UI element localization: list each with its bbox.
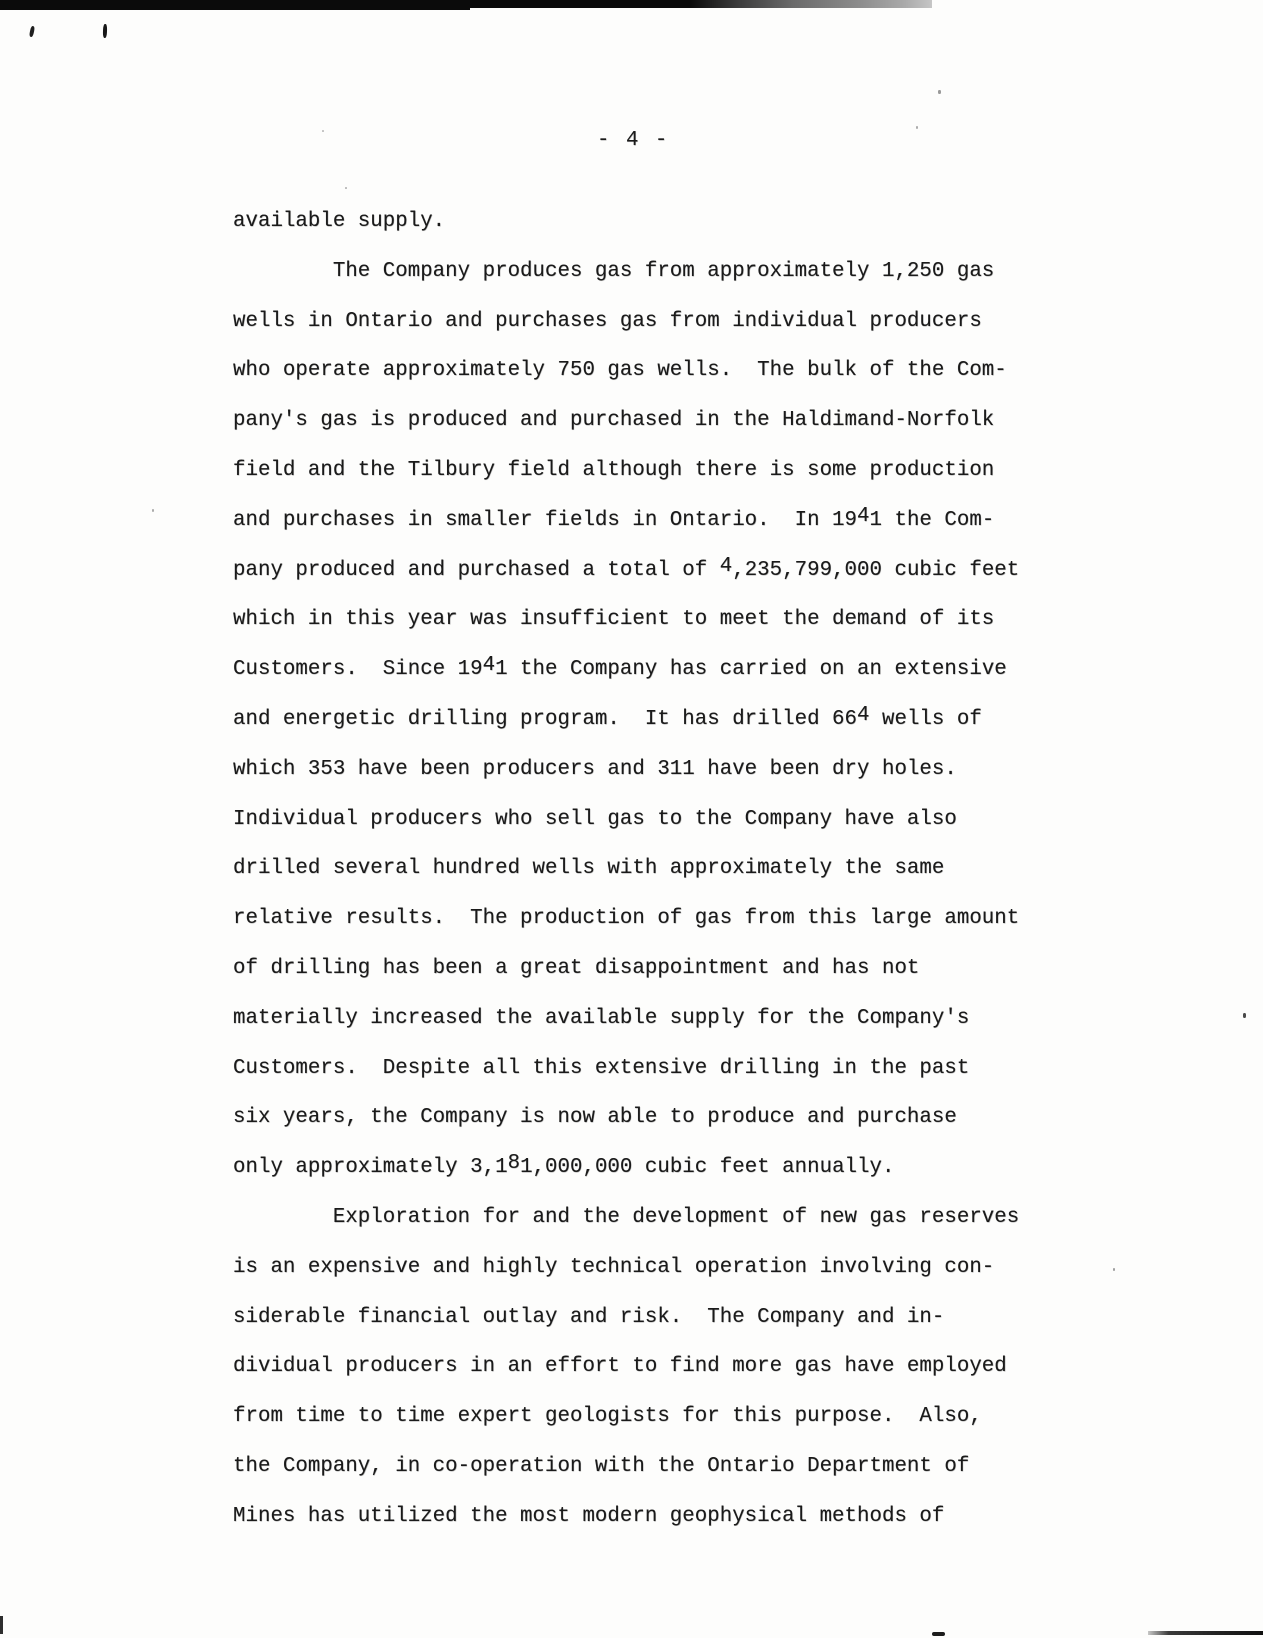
text-line: is an expensive and highly technical operation involving con- [233,1255,995,1279]
text-line: Exploration for and the development of new gas reserves [233,1205,1020,1229]
text-line: dividual producers in an effort to find more gas have employed [233,1355,1007,1379]
text-line: materially increased the available supply for the Company's [233,1006,970,1030]
scan-speck [938,90,941,94]
text-line: and energetic drilling program. It has drilled 664 wells of [233,703,982,731]
scan-artifact-top-bar-thick [0,0,470,10]
text-line: pany produced and purchased a total of 4,235,799,000 cubic feet [233,554,1020,582]
scan-artifact-bottom-dash [932,1632,945,1636]
text-line: Mines has utilized the most modern geophysical methods of [233,1504,945,1528]
text-line: only approximately 3,181,000,000 cubic feet annually. [233,1152,895,1180]
scan-speck [152,509,154,512]
text-line: Individual producers who sell gas to the Company have also [233,807,957,831]
text-line: wells in Ontario and purchases gas from individual producers [233,309,982,333]
text-line: relative results. The production of gas from this large amount [233,907,1020,931]
scan-speck [0,1616,3,1634]
text-line: siderable financial outlay and risk. The Company and in- [233,1305,945,1329]
text-line: which in this year was insufficient to meet the demand of its [233,608,995,632]
scan-speck [322,130,324,132]
scan-artifact-bottom-line [1148,1631,1263,1635]
text-line: field and the Tilbury field although there is some production [233,458,995,482]
text-line: Customers. Despite all this extensive drilling in the past [233,1056,970,1080]
scan-speck [1243,1013,1246,1018]
scan-speck [916,126,918,129]
text-line: of drilling has been a great disappointment and has not [233,956,920,980]
text-line: available supply. [233,210,446,233]
page-number: - 4 - [597,129,670,152]
text-line: and purchases in smaller fields in Ontario. In 1941 the Com- [233,504,995,532]
scan-speck [345,187,347,189]
text-line: who operate approximately 750 gas wells. The bulk of the Com- [233,359,1007,383]
scan-speck [103,24,107,38]
document-body [233,197,1019,1542]
scan-speck [29,26,35,38]
text-line: which 353 have been producers and 311 have been dry holes. [233,757,957,781]
text-line: Customers. Since 1941 the Company has carried on an extensive [233,654,1007,682]
scan-speck [1113,1268,1115,1271]
text-line: from time to time expert geologists for this purpose. Also, [233,1405,982,1429]
text-line: The Company produces gas from approximately 1,250 gas [233,259,995,283]
text-line: drilled several hundred wells with approximately the same [233,857,945,881]
text-line: six years, the Company is now able to produce and purchase [233,1106,957,1130]
text-line: pany's gas is produced and purchased in the Haldimand-Norfolk [233,409,995,433]
text-line: the Company, in co-operation with the Ontario Department of [233,1454,970,1478]
